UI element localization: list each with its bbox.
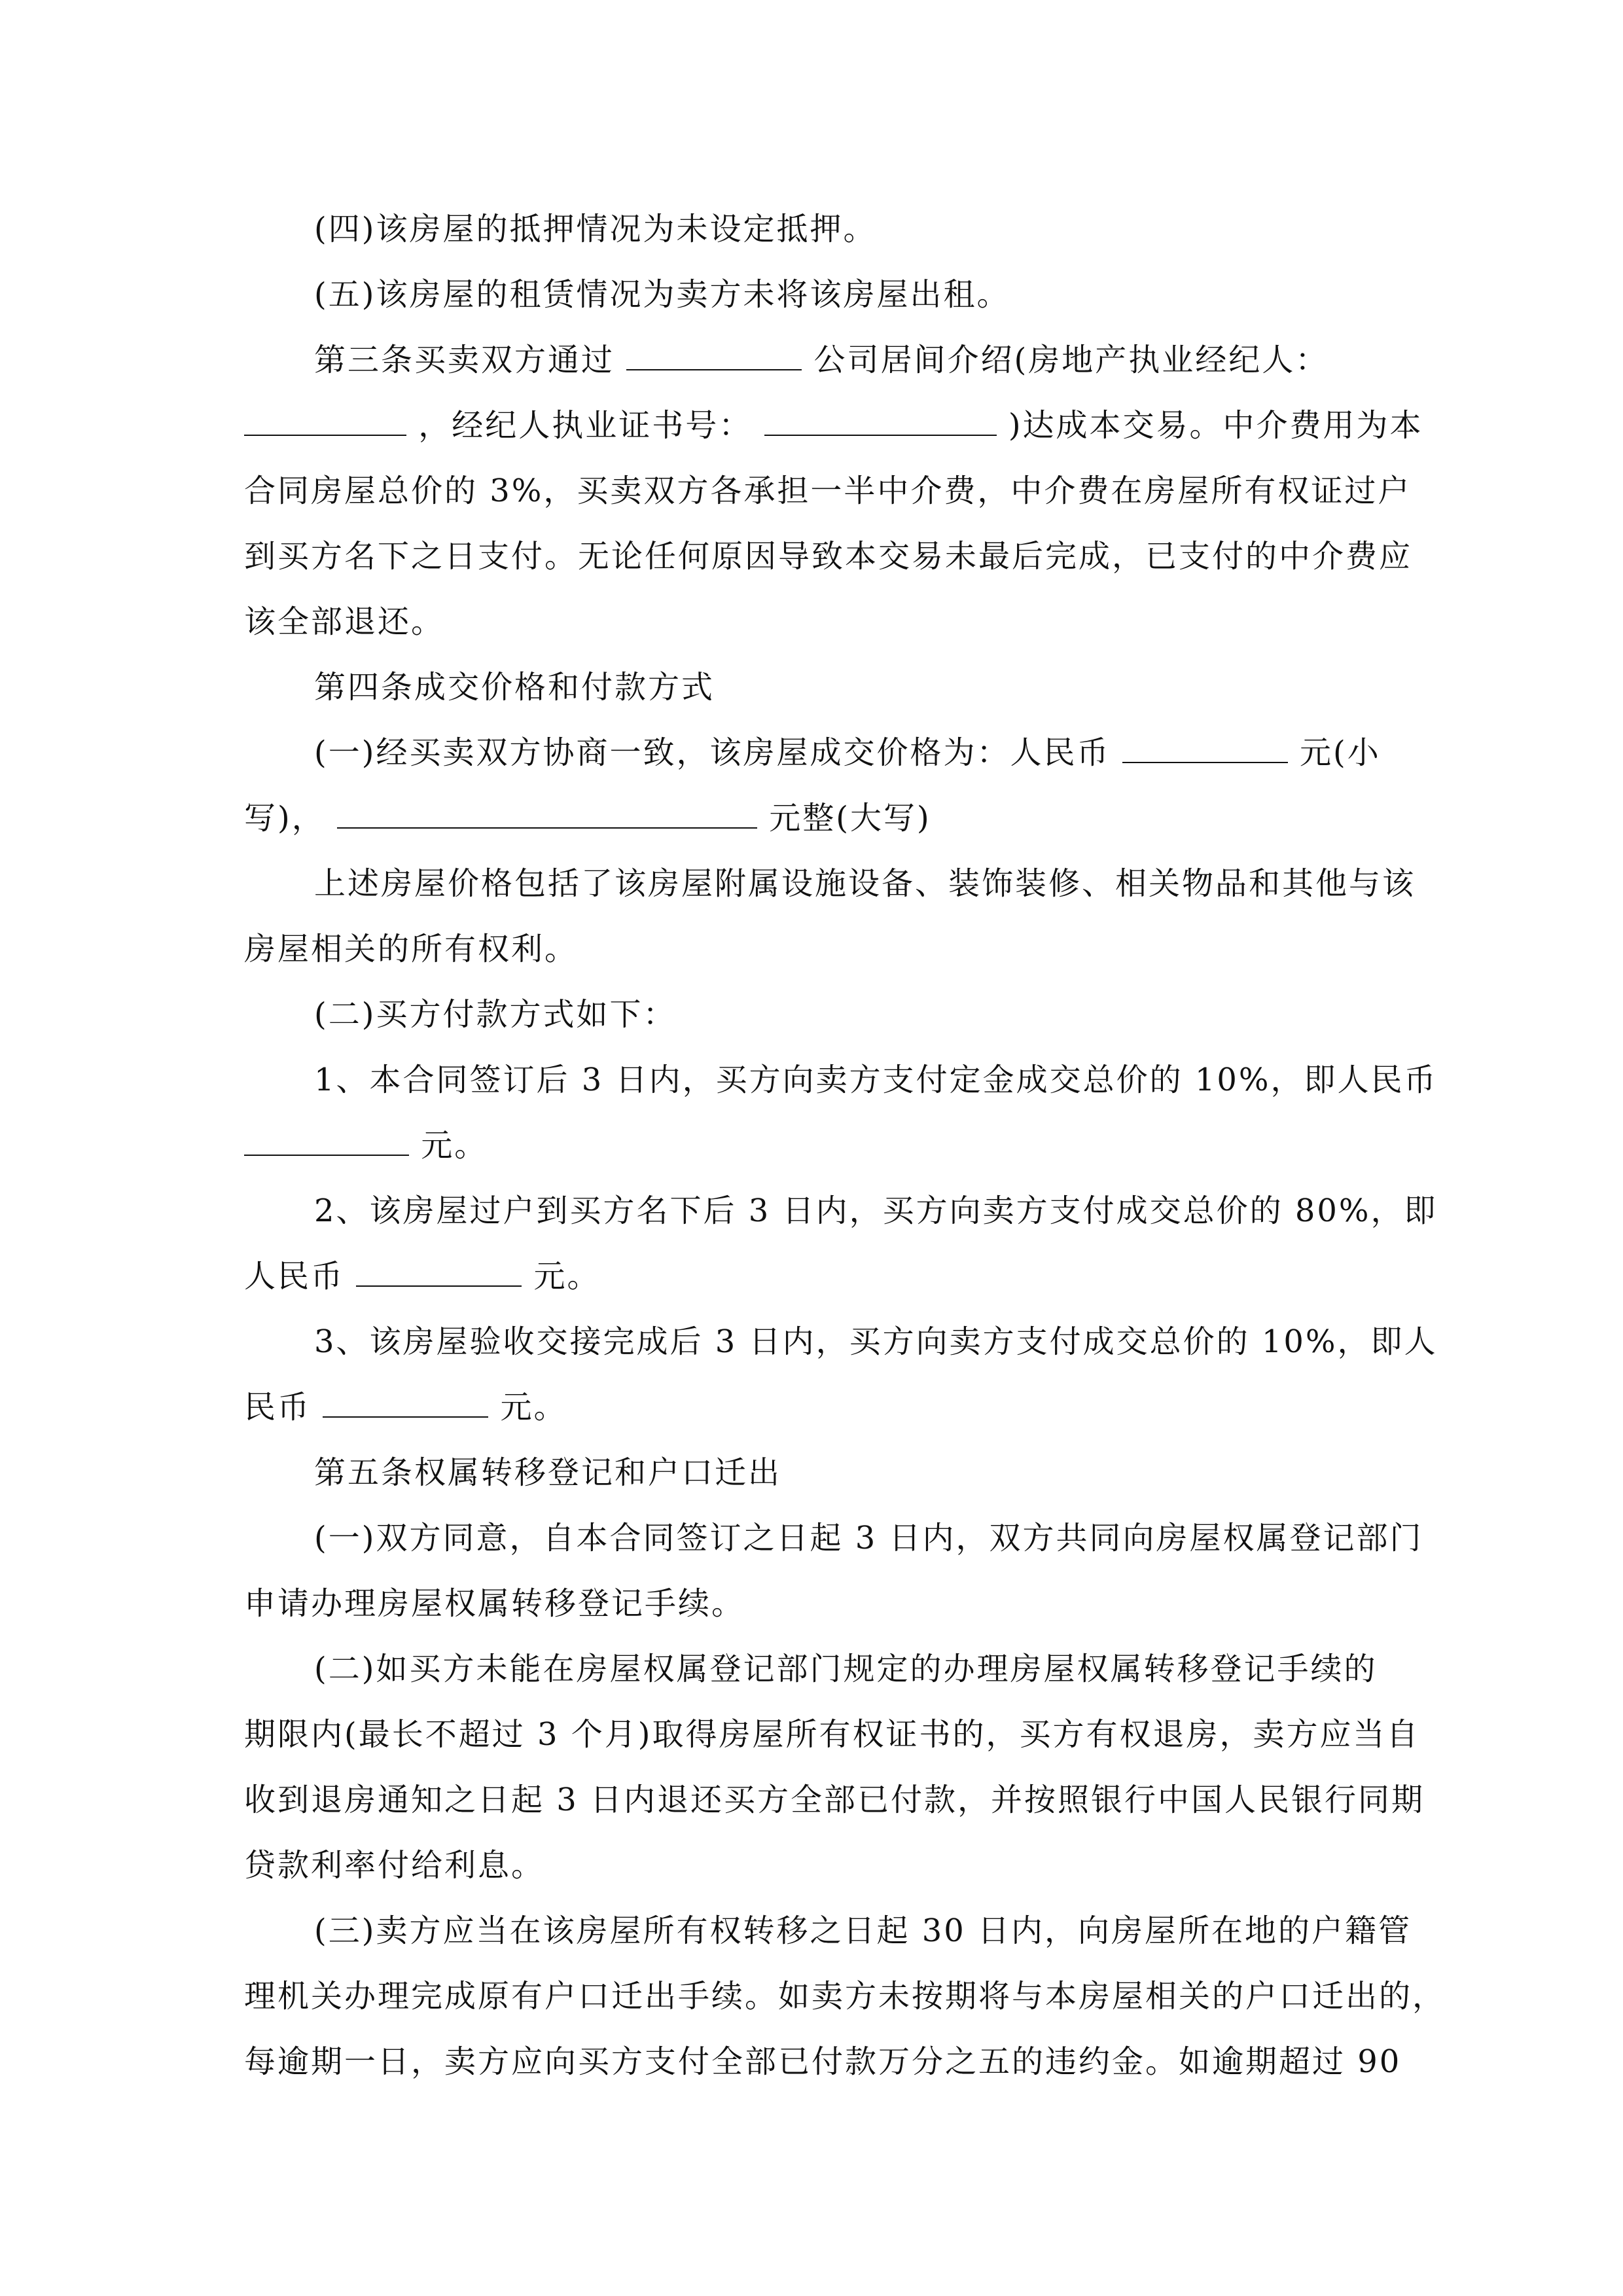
deposit-amount-blank	[244, 1128, 409, 1156]
text-line: ，经纪人执业证书号：	[418, 407, 753, 444]
text-line: 合同房屋总价的 3%，买卖双方各承担一半中介费，中介费在房屋所有权证过户	[244, 473, 1412, 509]
paragraph-line	[244, 1898, 1412, 1964]
text-line: (三)卖方应当在该房屋所有权转移之日起 30 日内，向房屋所在地的户籍管	[314, 1912, 1412, 1949]
text-line: 元。	[500, 1389, 567, 1426]
text-line: (四)该房屋的抵押情况为未设定抵押。	[314, 211, 877, 247]
text-line: 2、该房屋过户到买方名下后 3 日内，买方向卖方支付成交总价的 80%，即	[314, 1193, 1438, 1229]
text-line: 收到退房通知之日起 3 日内退还买方全部已付款，并按照银行中国人民银行同期	[244, 1782, 1425, 1818]
paragraph-line	[244, 1767, 1425, 1833]
text-line: 元整(大写)	[769, 800, 931, 836]
article-four-heading	[244, 655, 1380, 720]
text-line: (一)经买卖双方协商一致，该房屋成交价格为：人民币	[314, 734, 1111, 771]
text-line: 元(小	[1300, 734, 1381, 771]
payment-item-1-amount	[244, 1113, 1380, 1178]
payment-item-3	[244, 1309, 1438, 1374]
text-line: 3、该房屋验收交接完成后 3 日内，买方向卖方支付成交总价的 10%，即人	[314, 1323, 1438, 1360]
article-five-heading	[244, 1440, 1380, 1505]
paragraph-line	[244, 1702, 1420, 1767]
paragraph-line	[244, 458, 1412, 524]
payment-method-heading	[244, 982, 1380, 1047]
paragraph-line	[244, 524, 1413, 589]
text-line: 贷款利率付给利息。	[244, 1847, 545, 1884]
text-line: 申请办理房屋权属转移登记手续。	[244, 1585, 745, 1622]
paragraph-line	[244, 1833, 1380, 1898]
agent-info-line	[244, 393, 1423, 458]
text-line: 每逾期一日，卖方应向买方支付全部已付款万分之五的违约金。如逾期超过 90	[244, 2043, 1402, 2080]
article-three-heading-line	[244, 327, 1380, 393]
text-line: 上述房屋价格包括了该房屋附属设施设备、装饰装修、相关物品和其他与该	[314, 865, 1416, 902]
text-line: 到买方名下之日支付。无论任何原因导致本交易未最后完成，已支付的中介费应	[244, 538, 1413, 575]
clause-lease-status	[244, 262, 1380, 327]
text-line: 公司居间介绍(房地产执业经纪人：	[813, 342, 1329, 378]
payment-item-3-amount	[244, 1374, 1380, 1440]
text-line: 第五条权属转移登记和户口迁出	[314, 1454, 782, 1491]
text-line: 写)，	[244, 800, 325, 836]
paragraph-line	[244, 2029, 1402, 2094]
text-line: 民币	[244, 1389, 312, 1426]
price-words-blank	[337, 801, 757, 829]
text-line: 元。	[421, 1127, 488, 1164]
paragraph-line	[244, 1571, 1380, 1636]
paragraph-line	[244, 1505, 1423, 1571]
price-figure-blank	[1122, 736, 1288, 763]
payment-item-2-amount	[244, 1244, 1380, 1309]
payment-item-2	[244, 1178, 1438, 1244]
agent-name-blank	[244, 408, 406, 436]
paragraph-line	[244, 851, 1416, 916]
text-line: (二)如买方未能在房屋权属登记部门规定的办理房屋权属转移登记手续的	[314, 1651, 1378, 1687]
text-line: 理机关办理完成原有户口迁出手续。如卖方未按期将与本房屋相关的户口迁出的，	[244, 1978, 1446, 2015]
text-line: (一)双方同意，自本合同签订之日起 3 日内，双方共同向房屋权属登记部门	[314, 1520, 1423, 1556]
price-line	[244, 720, 1380, 785]
text-line: 房屋相关的所有权利。	[244, 931, 579, 967]
text-line: 第四条成交价格和付款方式	[314, 669, 715, 706]
second-payment-blank	[356, 1259, 522, 1287]
text-line: 1、本合同签订后 3 日内，买方向卖方支付定金成交总价的 10%，即人民币	[314, 1062, 1438, 1098]
text-line: 期限内(最长不超过 3 个月)取得房屋所有权证书的，买方有权退房，卖方应当自	[244, 1716, 1420, 1753]
text-line: (二)买方付款方式如下：	[314, 996, 677, 1033]
clause-mortgage-status	[244, 196, 1380, 262]
text-line: 元。	[533, 1258, 601, 1295]
price-words-line	[244, 785, 1380, 851]
final-payment-blank	[323, 1390, 488, 1418]
payment-item-1	[244, 1047, 1438, 1113]
text-line: (五)该房屋的租赁情况为卖方未将该房屋出租。	[314, 276, 1010, 313]
contract-body	[244, 196, 1446, 2094]
agent-license-blank	[764, 408, 997, 436]
text-line: )达成本交易。中介费用为本	[1008, 407, 1423, 444]
paragraph-line	[244, 1964, 1446, 2029]
text-line: 人民币	[244, 1258, 345, 1295]
agency-company-blank	[626, 343, 802, 370]
paragraph-line	[244, 916, 1380, 982]
paragraph-line	[244, 1636, 1380, 1702]
paragraph-line	[244, 589, 1380, 655]
text-line: 该全部退还。	[244, 603, 445, 640]
text-line: 第三条买卖双方通过	[314, 342, 615, 378]
